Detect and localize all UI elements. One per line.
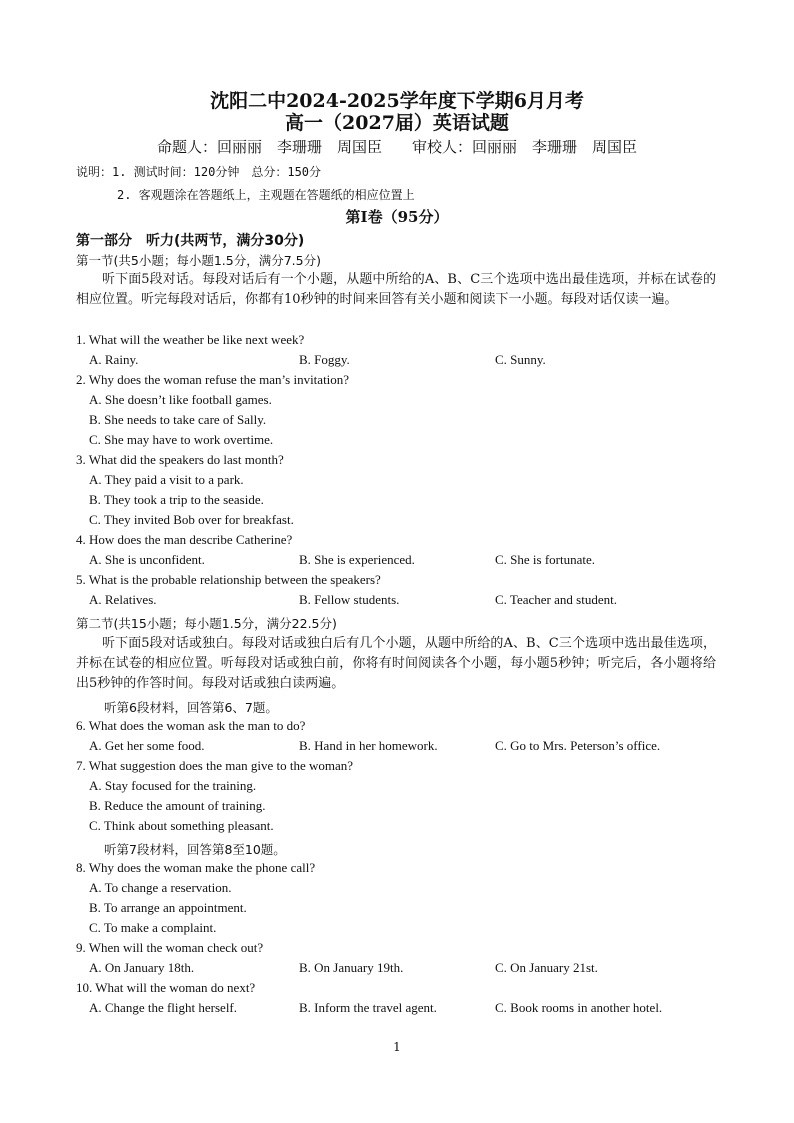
q9-option-a: A. On January 18th. bbox=[89, 960, 195, 975]
question-1: 1. What will the weather be like next week? bbox=[76, 332, 305, 347]
q8-option-a: A. To change a reservation. bbox=[89, 880, 232, 895]
material-6-note: 听第6段材料，回答第6、7题。 bbox=[104, 700, 278, 715]
q2-option-b: B. She needs to take care of Sally. bbox=[89, 412, 267, 427]
page-number: 1 bbox=[393, 1040, 401, 1054]
q1-option-b: B. Foggy. bbox=[299, 352, 350, 367]
q3-option-c: C. They invited Bob over for breakfast. bbox=[89, 512, 294, 527]
part1-heading: 第一部分 听力(共两节，满分30分) bbox=[76, 233, 305, 249]
q7-option-c: C. Think about something pleasant. bbox=[89, 818, 274, 833]
question-9: 9. When will the woman check out? bbox=[76, 940, 264, 955]
q7-option-b: B. Reduce the amount of training. bbox=[89, 798, 266, 813]
question-5: 5. What is the probable relationship between the speakers? bbox=[76, 572, 381, 587]
q4-option-b: B. She is experienced. bbox=[299, 552, 415, 567]
q10-option-c: C. Book rooms in another hotel. bbox=[495, 1000, 663, 1015]
q1-option-a: A. Rainy. bbox=[89, 352, 139, 367]
note-line-1: 说明：1. 测试时间：120分钟 总分：150分 bbox=[76, 165, 322, 179]
q6-option-c: C. Go to Mrs. Peterson’s office. bbox=[495, 738, 661, 753]
q9-option-c: C. On January 21st. bbox=[495, 960, 598, 975]
q8-option-b: B. To arrange an appointment. bbox=[89, 900, 247, 915]
question-10: 10. What will the woman do next? bbox=[76, 980, 256, 995]
q5-option-b: B. Fellow students. bbox=[299, 592, 400, 607]
q7-option-a: A. Stay focused for the training. bbox=[89, 778, 257, 793]
q4-option-a: A. She is unconfident. bbox=[89, 552, 205, 567]
q5-option-c: C. Teacher and student. bbox=[495, 592, 617, 607]
volume-heading: 第I卷（95分） bbox=[345, 208, 449, 226]
q4-option-c: C. She is fortunate. bbox=[495, 552, 596, 567]
exam-title: 沈阳二中2024-2025学年度下学期6月月考 bbox=[210, 90, 584, 112]
material-7-note: 听第7段材料，回答第8至10题。 bbox=[104, 842, 286, 857]
q2-option-c: C. She may have to work overtime. bbox=[89, 432, 274, 447]
question-4: 4. How does the man describe Catherine? bbox=[76, 532, 293, 547]
note-line-2: 2. 客观题涂在答题纸上，主观题在答题纸的相应位置上 bbox=[117, 188, 415, 202]
question-2: 2. Why does the woman refuse the man’s invitation? bbox=[76, 372, 350, 387]
q1-option-c: C. Sunny. bbox=[495, 352, 546, 367]
question-8: 8. Why does the woman make the phone call? bbox=[76, 860, 316, 875]
q6-option-a: A. Get her some food. bbox=[89, 738, 205, 753]
q9-option-b: B. On January 19th. bbox=[299, 960, 404, 975]
section1-title: 第一节(共5小题；每小题1.5分，满分7.5分) bbox=[76, 253, 321, 268]
q2-option-a: A. She doesn’t like football games. bbox=[89, 392, 272, 407]
question-6: 6. What does the woman ask the man to do? bbox=[76, 718, 306, 733]
q6-option-b: B. Hand in her homework. bbox=[299, 738, 438, 753]
section2-title: 第二节(共15小题；每小题1.5分，满分22.5分) bbox=[76, 616, 337, 631]
q10-option-b: B. Inform the travel agent. bbox=[299, 1000, 437, 1015]
q3-option-b: B. They took a trip to the seaside. bbox=[89, 492, 264, 507]
section1-instruction: 听下面5段对话。每段对话后有一个小题，从题中所给的A、B、C三个选项中选出最佳选项，并标在试卷的相应位置。听完每段对话后，你都有10秒钟的时间来回答有关小题和阅读下一小题。每段对话仅读一遍。 bbox=[76, 272, 716, 307]
exam-subtitle: 高一（2027届）英语试题 bbox=[285, 112, 509, 134]
q5-option-a: A. Relatives. bbox=[89, 592, 157, 607]
question-7: 7. What suggestion does the man give to the woman? bbox=[76, 758, 354, 773]
q3-option-a: A. They paid a visit to a park. bbox=[89, 472, 244, 487]
q8-option-c: C. To make a complaint. bbox=[89, 920, 217, 935]
question-3: 3. What did the speakers do last month? bbox=[76, 452, 284, 467]
q10-option-a: A. Change the flight herself. bbox=[89, 1000, 238, 1015]
section2-instruction: 听下面5段对话或独白。每段对话或独白后有几个小题，从题中所给的A、B、C三个选项中选出最佳选项，并标在试卷的相应位置。听每段对话或独白前，你将有时间阅读各个小题，每小题5秒钟；听完后，各小题将给出5秒钟的作答时间。每段对话或独白读两遍。 bbox=[76, 636, 716, 691]
authors-line: 命题人：回丽丽 李珊珊 周国臣 审校人：回丽丽 李珊珊 周国臣 bbox=[156, 138, 637, 156]
